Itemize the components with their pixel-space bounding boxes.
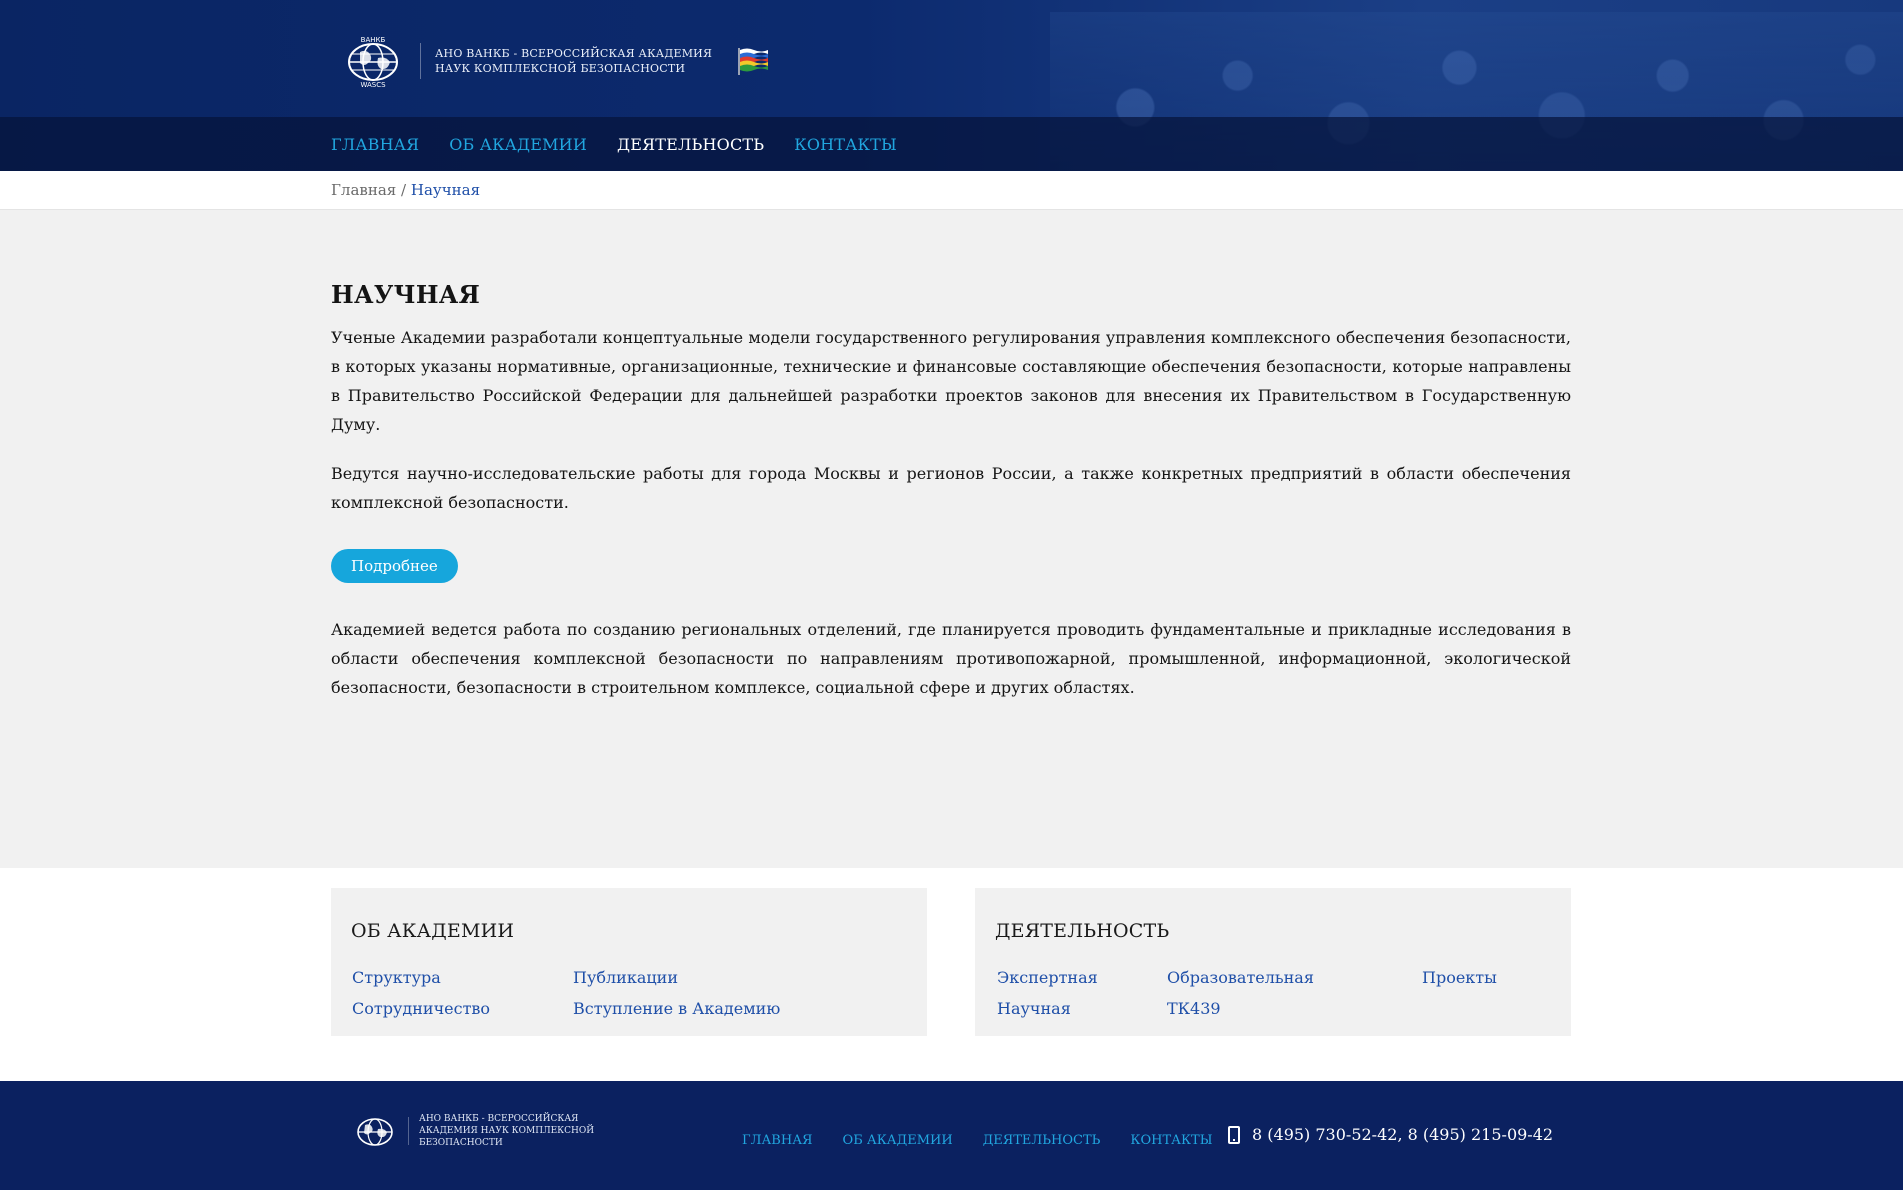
link-projects[interactable]: Проекты (1422, 968, 1497, 987)
footer-links-section (0, 868, 1903, 1081)
nav-item-home[interactable]: ГЛАВНАЯ (331, 134, 420, 154)
site-header (0, 0, 1903, 171)
more-button[interactable]: Подробнее (331, 549, 458, 583)
footer-nav-contacts[interactable]: КОНТАКТЫ (1130, 1133, 1213, 1148)
logo-top-text: ВАНКБ (360, 36, 386, 44)
link-scientific[interactable]: Научная (997, 999, 1071, 1018)
link-join-academy[interactable]: Вступление в Академию (573, 999, 781, 1018)
about-box-title: ОБ АКАДЕМИИ (351, 920, 515, 942)
logo-text: АНО ВАНКБ - ВСЕРОССИЙСКАЯ АКАДЕМИЯ НАУК КОМПЛЕКСНОЙ БЕЗОПАСНОСТИ (435, 47, 713, 75)
breadcrumb-home[interactable]: Главная (331, 181, 397, 199)
main-nav (0, 117, 1903, 171)
about-links-box (331, 888, 927, 1036)
paragraph-1: Ученые Академии разработали концептуальные модели государственного регулирования управления комплексного обеспечения безопасности, в которых указаны нормативные, организационные, технические и финансовые составляющие обеспечения безопасности, которые направлены в Правительство Российской Федерации для дальнейшей разработки проектов законов для внесения их Правительством в Государственную Думу. (331, 328, 1571, 434)
phone-numbers[interactable]: 8 (495) 730-52-42, 8 (495) 215-09-42 (1252, 1125, 1554, 1144)
breadcrumb (331, 181, 480, 199)
link-cooperation[interactable]: Сотрудничество (352, 999, 491, 1018)
site-footer (0, 1081, 1903, 1190)
link-educational[interactable]: Образовательная (1167, 968, 1314, 987)
paragraph-2: Ведутся научно-исследовательские работы для города Москвы и регионов России, а также конкретных предприятий в области обеспечения комплексной безопасности. (331, 464, 1571, 512)
link-expert[interactable]: Экспертная (997, 968, 1098, 987)
flag-icon (737, 46, 769, 76)
activity-links-box (975, 888, 1571, 1036)
globe-logo-icon (338, 34, 408, 88)
footer-nav-home[interactable]: ГЛАВНАЯ (742, 1133, 813, 1148)
paragraph-3: Академией ведется работа по созданию региональных отделений, где планируется проводить фундаментальные и прикладные исследования в области обеспечения комплексной безопасности по направлениям противопожарной, промышленной, информационной, экологической безопасности, безопасности в строительном комплексе, социальной сфере и других областях. (331, 620, 1571, 697)
link-publications[interactable]: Публикации (573, 968, 678, 987)
phone-icon (1228, 1126, 1240, 1144)
footer-nav-activity[interactable]: ДЕЯТЕЛЬНОСТЬ (982, 1133, 1101, 1148)
footer-phone (1228, 1125, 1553, 1144)
footer-logo-text: АНО ВАНКБ - ВСЕРОССИЙСКАЯ АКАДЕМИЯ НАУК КОМПЛЕКСНОЙ БЕЗОПАСНОСТИ (419, 1114, 595, 1148)
nav-item-activity[interactable]: ДЕЯТЕЛЬНОСТЬ (616, 134, 765, 154)
logo-bottom-text: WASCS (360, 81, 386, 88)
article (331, 280, 1571, 722)
footer-globe-logo-icon (350, 1111, 400, 1151)
header-top (0, 0, 1903, 117)
breadcrumb-bar (0, 171, 1903, 210)
footer-logo-divider (408, 1117, 409, 1145)
footer-nav-about[interactable]: ОБ АКАДЕМИИ (842, 1133, 953, 1148)
nav-item-about[interactable]: ОБ АКАДЕМИИ (449, 134, 587, 154)
footer-logo[interactable] (350, 1111, 639, 1151)
footer-nav (742, 1133, 1243, 1148)
breadcrumb-current: Научная (410, 181, 481, 199)
link-structure[interactable]: Структура (352, 968, 441, 987)
page-title: НАУЧНАЯ (331, 280, 481, 309)
logo-divider (420, 43, 421, 79)
activity-box-title: ДЕЯТЕЛЬНОСТЬ (995, 920, 1170, 942)
main-content (0, 210, 1903, 868)
link-tk439[interactable]: ТК439 (1167, 999, 1221, 1018)
nav-item-contacts[interactable]: КОНТАКТЫ (794, 134, 897, 154)
site-logo[interactable] (338, 34, 769, 88)
breadcrumb-separator: / (401, 181, 407, 199)
